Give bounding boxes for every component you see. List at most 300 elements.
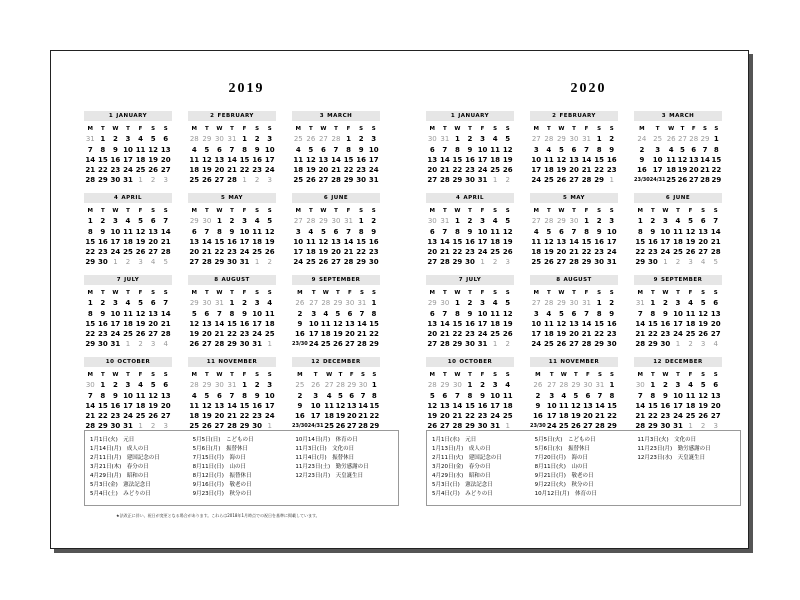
day-cell: 12	[556, 155, 567, 164]
day-cell: 11	[543, 155, 554, 164]
month-july	[426, 275, 514, 347]
month-header	[530, 357, 618, 367]
day-cell: 12	[698, 309, 708, 318]
day-cell: 10	[264, 145, 275, 154]
weekday-header: S	[267, 126, 272, 132]
day-cell: 19	[201, 166, 212, 175]
day-cell: 19	[677, 166, 688, 175]
day-cell: 28	[452, 422, 463, 431]
day-cell: 31	[606, 258, 617, 267]
adjacent-month-day: 2	[700, 422, 706, 431]
weekday-header: S	[701, 208, 706, 214]
day-cell: 14	[710, 227, 721, 236]
weekday-header: F	[138, 290, 143, 296]
day-cell: 6	[558, 227, 564, 236]
day-cell: 29	[452, 340, 463, 349]
day-cell: 2	[112, 135, 118, 144]
day-cell: 10	[110, 309, 121, 318]
day-cell: 7	[216, 309, 222, 318]
day-cell: 20	[698, 237, 708, 246]
adjacent-month-day: 29	[189, 299, 199, 308]
day-cell: 24	[490, 412, 500, 421]
day-cell: 29	[711, 176, 722, 185]
day-cell: 20	[427, 248, 438, 257]
day-cell: 30	[227, 258, 237, 267]
month-name: OCTOBER	[117, 359, 151, 365]
day-cell: 5	[150, 381, 156, 390]
day-cell: 31	[673, 422, 683, 431]
day-cell: 25	[189, 422, 200, 431]
day-cell: 5	[308, 145, 314, 154]
day-cell: 21	[357, 330, 367, 339]
month-header	[634, 357, 722, 367]
day-cell: 2	[100, 299, 106, 308]
day-cell: 8	[87, 309, 93, 318]
weekday-header: F	[688, 372, 693, 378]
month-name: OCTOBER	[459, 359, 493, 365]
weekday-header: T	[100, 126, 105, 132]
day-cell: 19	[698, 401, 708, 410]
day-cell: 26	[318, 258, 329, 267]
day-cell: 20	[556, 248, 567, 257]
day-cell: 11	[264, 309, 275, 318]
day-cell: 2	[609, 299, 615, 308]
day-cell: 24/31	[649, 177, 666, 184]
day-cell: 11	[320, 319, 331, 328]
day-cell: 7	[702, 145, 708, 154]
day-cell: 10	[673, 391, 683, 400]
day-cell: 13	[318, 155, 329, 164]
holiday-entry: 11月3日(日) 文化の日	[295, 446, 355, 452]
month-november	[188, 357, 276, 429]
adjacent-month-day: 28	[331, 135, 341, 144]
weekday-header: F	[480, 126, 485, 132]
day-cell: 14	[635, 319, 646, 328]
weekday-header: W	[326, 372, 333, 378]
day-cell: 28	[635, 340, 646, 349]
day-cell: 16	[252, 401, 262, 410]
day-cell: 20	[331, 248, 341, 257]
day-cell: 7	[346, 227, 351, 236]
day-grid	[426, 370, 514, 432]
day-cell: 21	[227, 166, 237, 175]
day-cell: 8	[229, 309, 235, 318]
day-cell: 18	[543, 330, 554, 339]
month-number: 5	[562, 195, 568, 201]
day-cell: 13	[345, 319, 355, 328]
holiday-entry: 7月20日(月) 海の日	[534, 455, 588, 461]
day-cell: 7	[637, 309, 643, 318]
adjacent-month-day: 2	[505, 340, 510, 349]
day-cell: 2	[662, 381, 668, 390]
day-cell: 22	[356, 248, 366, 257]
day-cell: 28	[331, 176, 341, 185]
day-cell: 25	[490, 248, 500, 257]
day-cell: 10	[110, 227, 121, 236]
day-cell: 24	[546, 422, 557, 431]
day-cell: 15	[85, 319, 96, 328]
weekday-header: W	[216, 372, 223, 378]
day-cell: 23	[465, 330, 475, 339]
day-cell: 18	[324, 412, 335, 421]
weekday-header: S	[163, 208, 168, 214]
day-cell: 31	[110, 340, 121, 349]
weekday-header: T	[126, 290, 130, 296]
day-cell: 14	[227, 155, 237, 164]
adjacent-month-day: 29	[556, 217, 566, 226]
day-cell: 26	[685, 248, 696, 257]
holiday-entry: 5月4日(土) みどりの日	[90, 491, 151, 497]
weekday-header: S	[267, 290, 272, 296]
day-cell: 9	[358, 145, 364, 154]
day-cell: 13	[214, 155, 225, 164]
adjacent-month-day: 29	[202, 381, 212, 390]
day-cell: 23	[660, 412, 671, 421]
day-grid	[188, 206, 276, 268]
day-cell: 23	[110, 412, 121, 421]
holiday-entry: 11月23日(月) 勤労感謝の日	[637, 446, 711, 452]
day-cell: 14	[700, 155, 710, 164]
day-cell: 9	[609, 309, 615, 318]
day-cell: 24	[239, 248, 250, 257]
day-cell: 1	[609, 381, 615, 390]
day-cell: 5	[700, 299, 706, 308]
holiday-entry: 5月6日(月) 振替休日	[192, 446, 248, 452]
day-cell: 29	[97, 176, 108, 185]
month-november	[530, 357, 618, 429]
day-cell: 10	[673, 309, 683, 318]
weekday-header: M	[191, 126, 198, 132]
adjacent-month-day: 1	[675, 340, 681, 349]
day-cell: 12	[685, 227, 696, 236]
day-cell: 17	[239, 237, 250, 246]
weekday-header: T	[126, 126, 130, 132]
day-cell: 14	[439, 155, 450, 164]
month-grid	[84, 111, 409, 429]
day-cell: 21	[710, 237, 721, 246]
adjacent-month-day: 29	[556, 299, 566, 308]
day-cell: 22	[214, 248, 225, 257]
weekday-header: S	[371, 290, 376, 296]
weekday-header: S	[505, 126, 510, 132]
weekday-header: M	[429, 126, 436, 132]
day-cell: 26	[677, 176, 688, 185]
month-name: JANUARY	[458, 113, 490, 119]
day-cell: 16	[477, 401, 488, 410]
weekday-header: T	[230, 290, 234, 296]
day-cell: 28	[569, 258, 579, 267]
day-cell: 23/30	[292, 341, 308, 348]
day-cell: 19	[335, 412, 346, 421]
day-cell: 8	[242, 145, 247, 154]
day-cell: 18	[135, 155, 146, 164]
adjacent-month-day: 28	[427, 381, 437, 390]
month-number: 2	[552, 113, 557, 119]
weekday-header: W	[216, 290, 223, 296]
month-february	[530, 111, 618, 183]
day-cell: 8	[358, 227, 364, 236]
adjacent-month-day: 1	[480, 258, 485, 267]
day-cell: 15	[369, 401, 380, 410]
holiday-column	[193, 436, 296, 505]
weekday-header: W	[216, 126, 223, 132]
day-cell: 23	[356, 166, 366, 175]
day-cell: 30	[465, 340, 475, 349]
day-cell: 29	[356, 258, 366, 267]
month-name: SEPTEMBER	[318, 277, 361, 283]
day-cell: 28	[160, 248, 171, 257]
day-cell: 22	[239, 412, 250, 421]
day-cell: 2	[254, 135, 260, 144]
month-name: MARCH	[669, 113, 695, 119]
holiday-entry: 5月6日(水) 振替休日	[534, 446, 590, 452]
day-cell: 28	[635, 422, 646, 431]
adjacent-month-day: 30	[202, 299, 212, 308]
weekday-header: S	[713, 372, 718, 378]
weekday-header: T	[335, 290, 340, 296]
day-cell: 7	[163, 217, 169, 226]
adjacent-month-day: 30	[427, 135, 437, 144]
day-cell: 24	[673, 330, 683, 339]
holiday-entry: 8月11日(日) 山の日	[192, 464, 246, 470]
day-cell: 3	[125, 135, 131, 144]
weekday-header: W	[112, 126, 119, 132]
day-cell: 27	[427, 258, 438, 267]
day-cell: 2	[112, 381, 118, 390]
day-cell: 23	[660, 330, 671, 339]
day-cell: 10	[252, 309, 262, 318]
day-cell: 11	[673, 227, 683, 236]
day-cell: 25	[135, 412, 146, 421]
month-name: JULY	[124, 277, 140, 283]
day-cell: 19	[305, 166, 316, 175]
day-cell: 1	[346, 135, 351, 144]
weekday-header: S	[701, 372, 706, 378]
day-cell: 3	[675, 299, 681, 308]
day-cell: 21	[160, 237, 171, 246]
adjacent-month-day: 28	[544, 299, 554, 308]
day-cell: 29	[214, 258, 225, 267]
day-cell: 24	[308, 340, 319, 349]
month-name: SEPTEMBER	[660, 277, 703, 283]
day-cell: 5	[680, 145, 685, 154]
day-cell: 26	[570, 422, 581, 431]
day-cell: 13	[710, 391, 721, 400]
day-cell: 19	[685, 237, 696, 246]
day-cell: 4	[267, 299, 273, 308]
day-cell: 1	[713, 135, 719, 144]
day-cell: 18	[531, 248, 542, 257]
weekday-header: T	[126, 372, 130, 378]
day-cell: 13	[427, 237, 438, 246]
month-header	[530, 275, 618, 285]
weekday-header: T	[546, 208, 551, 214]
day-cell: 8	[650, 309, 656, 318]
weekday-header: M	[429, 372, 436, 378]
day-cell: 12	[556, 319, 567, 328]
adjacent-month-day: 29	[347, 381, 357, 390]
day-cell: 30	[465, 176, 475, 185]
day-cell: 17	[264, 155, 275, 164]
day-cell: 28	[227, 176, 237, 185]
day-cell: 21	[581, 330, 592, 339]
weekday-header: S	[493, 126, 498, 132]
day-cell: 26	[135, 248, 146, 257]
adjacent-month-day: 1	[663, 258, 668, 267]
day-cell: 29	[369, 340, 379, 349]
day-cell: 27	[710, 330, 721, 339]
day-cell: 10	[293, 237, 304, 246]
month-name: MAY	[228, 195, 243, 201]
adjacent-month-day: 27	[531, 299, 541, 308]
weekday-header: T	[468, 290, 472, 296]
day-cell: 20	[148, 237, 158, 246]
day-cell: 20	[427, 166, 438, 175]
day-cell: 18	[293, 166, 304, 175]
weekday-header: T	[334, 208, 338, 214]
month-header	[188, 111, 276, 121]
month-name: AUGUST	[221, 277, 250, 283]
holiday-entry: 11月23日(土) 勤労感謝の日	[295, 464, 369, 470]
adjacent-month-day: 4	[713, 340, 718, 349]
day-cell: 31	[368, 176, 379, 185]
day-grid	[292, 370, 380, 432]
day-cell: 20	[710, 401, 721, 410]
weekday-header: W	[668, 126, 675, 132]
day-cell: 21	[331, 166, 341, 175]
adjacent-month-day: 1	[267, 422, 272, 431]
day-cell: 9	[609, 145, 615, 154]
day-cell: 26	[698, 412, 708, 421]
day-cell: 22	[227, 330, 237, 339]
adjacent-month-day: 28	[544, 217, 554, 226]
adjacent-month-day: 30	[345, 299, 355, 308]
day-cell: 11	[293, 155, 304, 164]
day-cell: 5	[700, 381, 706, 390]
adjacent-month-day: 25	[653, 135, 663, 144]
day-cell: 23	[239, 330, 250, 339]
weekday-header: S	[267, 372, 272, 378]
day-cell: 6	[442, 391, 448, 400]
day-cell: 13	[160, 391, 171, 400]
day-cell: 25	[543, 340, 554, 349]
day-cell: 28	[227, 422, 237, 431]
day-cell: 23/30	[634, 177, 650, 184]
weekday-header: T	[442, 290, 447, 296]
day-cell: 30	[239, 340, 250, 349]
month-february	[188, 111, 276, 183]
adjacent-month-day: 31	[227, 381, 237, 390]
day-cell: 14	[214, 319, 225, 328]
day-cell: 2	[467, 217, 473, 226]
day-cell: 19	[148, 155, 158, 164]
month-december	[292, 357, 380, 429]
day-cell: 29	[85, 258, 96, 267]
day-cell: 1	[637, 217, 643, 226]
day-cell: 12	[264, 227, 275, 236]
day-cell: 8	[242, 391, 247, 400]
day-cell: 22	[647, 330, 658, 339]
weekday-header: S	[372, 372, 377, 378]
day-cell: 26	[556, 340, 567, 349]
holiday-entry: 9月16日(月) 敬老の日	[192, 482, 252, 488]
day-cell: 6	[333, 227, 339, 236]
day-cell: 23	[97, 330, 108, 339]
month-header	[426, 193, 514, 203]
weekday-header: W	[322, 290, 329, 296]
day-cell: 6	[320, 145, 326, 154]
day-cell: 17	[531, 166, 542, 175]
day-cell: 8	[584, 227, 589, 236]
weekday-header: T	[676, 372, 680, 378]
day-cell: 2	[358, 135, 364, 144]
day-cell: 18	[490, 155, 500, 164]
weekday-header: S	[151, 126, 156, 132]
day-cell: 16	[295, 412, 305, 421]
adjacent-month-day: 25	[295, 381, 305, 390]
day-cell: 21	[595, 412, 605, 421]
day-cell: 20	[214, 166, 225, 175]
weekday-header: S	[597, 290, 602, 296]
year-title: 2020	[570, 81, 607, 96]
weekday-header: F	[138, 208, 143, 214]
day-cell: 13	[148, 227, 158, 236]
weekday-header: M	[637, 208, 644, 214]
day-cell: 25	[490, 166, 500, 175]
day-cell: 5	[204, 145, 210, 154]
adjacent-month-day: 2	[267, 258, 272, 267]
holiday-entry: 9月23日(月) 秋分の日	[192, 491, 252, 497]
day-cell: 6	[429, 227, 435, 236]
day-cell: 4	[254, 217, 260, 226]
day-cell: 31	[490, 422, 500, 431]
weekday-header: F	[480, 372, 485, 378]
month-september	[634, 275, 722, 347]
day-cell: 15	[239, 401, 250, 410]
day-grid	[530, 370, 618, 432]
day-cell: 20	[345, 330, 355, 339]
weekday-header: M	[87, 290, 94, 296]
adjacent-month-day: 2	[125, 258, 131, 267]
day-cell: 19	[570, 412, 581, 421]
month-number: 5	[220, 195, 226, 201]
day-cell: 22	[97, 412, 108, 421]
day-cell: 14	[160, 309, 171, 318]
day-cell: 23	[594, 248, 604, 257]
day-cell: 8	[87, 227, 93, 236]
weekday-header: F	[242, 290, 247, 296]
day-cell: 5	[546, 227, 552, 236]
day-cell: 17	[477, 237, 488, 246]
day-cell: 2	[467, 299, 473, 308]
day-cell: 8	[454, 145, 460, 154]
day-cell: 1	[242, 381, 247, 390]
day-cell: 25	[666, 176, 677, 185]
adjacent-month-day: 31	[85, 135, 95, 144]
holiday-list	[84, 430, 399, 506]
day-cell: 22	[594, 166, 604, 175]
day-cell: 17	[123, 155, 133, 164]
weekday-header: W	[662, 208, 669, 214]
day-cell: 4	[191, 145, 197, 154]
day-cell: 25	[252, 248, 262, 257]
day-cell: 2	[229, 217, 235, 226]
day-cell: 27	[148, 248, 158, 257]
day-cell: 16	[637, 166, 647, 175]
month-march	[634, 111, 722, 183]
day-cell: 11	[502, 391, 513, 400]
day-cell: 4	[492, 217, 498, 226]
